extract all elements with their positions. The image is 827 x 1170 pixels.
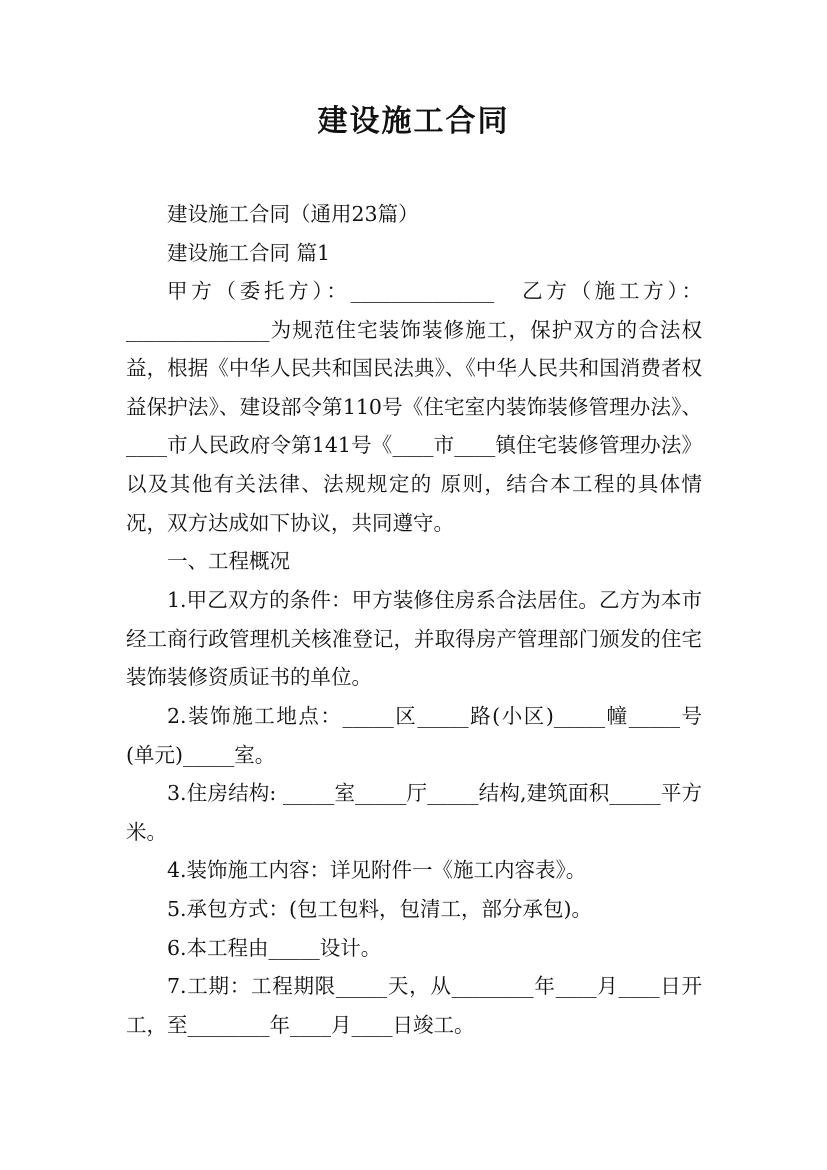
- clause-7: 7.工期：工程期限_____天，从________年____月____日开工，至________年____月____日竣工。: [126, 974, 702, 1037]
- clause-5: 5.承包方式：(包工包料，包清工，部分承包)。: [167, 897, 593, 921]
- clause-1: 1.甲乙双方的条件：甲方装修住房系合法居住。乙方为本市经工商行政管理机关核准登记，并取得房产管理部门颁发的住宅装饰装修资质证书的单位。: [126, 588, 702, 690]
- clause-2: 2.装饰施工地点：_____区_____路(小区)_____幢_____号(单元)_____室。: [126, 704, 702, 767]
- clause-6: 6.本工程由_____设计。: [167, 936, 382, 960]
- paragraph-section-label: 建设施工合同 篇1: [167, 241, 331, 265]
- paragraph-preamble: 甲方（委托方）：______________ 乙方（施工方）：______________为规范住宅装饰装修施工，保护双方的合法权益，根据《中华人民共和国民法典》、《中华人民共和国消费者权益保护法》、建设部令第110号《住宅室内装饰装修管理办法》、____市人民政府令第141号《____市____镇住宅装修管理办法》以及其他有关法律、法规规定的 原则，结合本工程的具体情况，双方达成如下协议，共同遵守。: [126, 279, 702, 535]
- section-heading-overview: 一、工程概况: [167, 549, 290, 573]
- clause-4: 4.装饰施工内容：详见附件一《施工内容表》。: [167, 858, 587, 882]
- paragraph-subtitle: 建设施工合同（通用23篇）: [167, 202, 419, 226]
- clause-3: 3.住房结构: _____室_____厅_____结构,建筑面积_____平方米。: [126, 781, 702, 844]
- document-title: 建设施工合同: [317, 104, 510, 139]
